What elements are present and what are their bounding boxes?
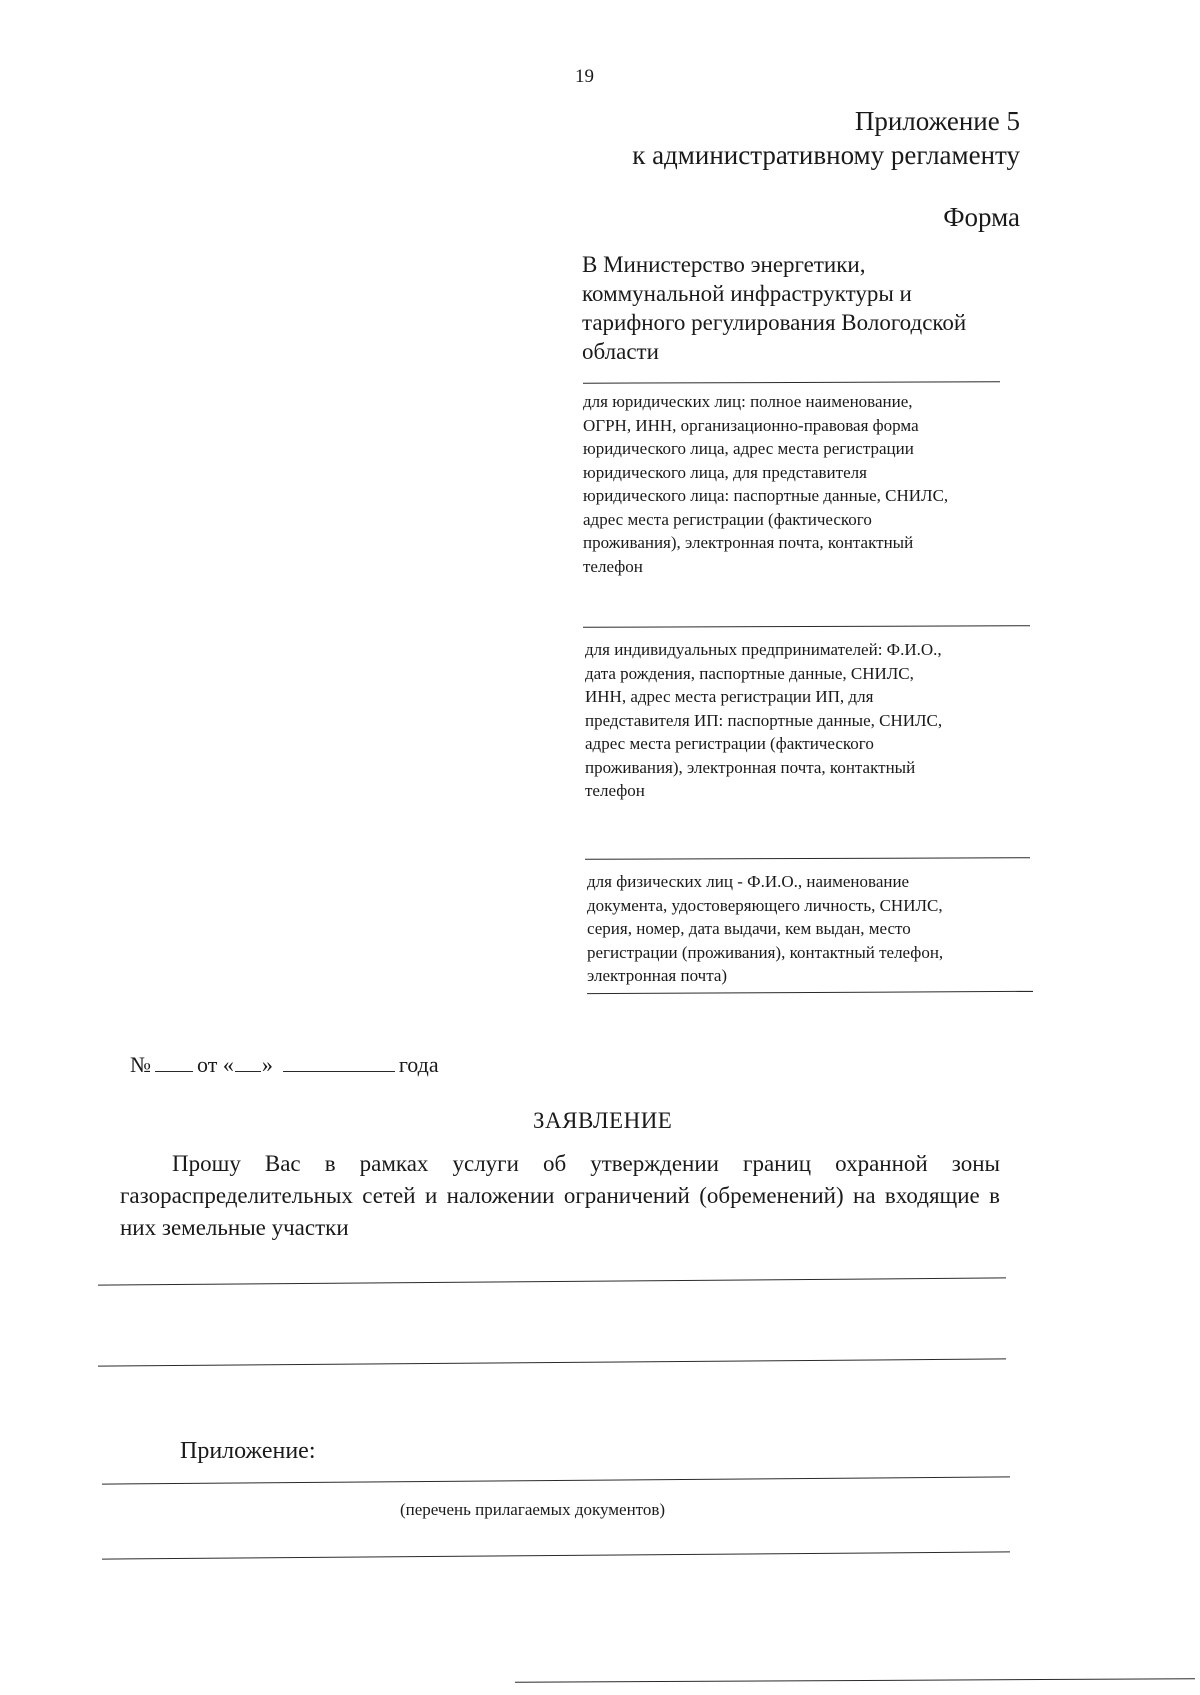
- instruction-line: проживания), электронная почта, контактный: [585, 757, 916, 777]
- statement-fill-line-1[interactable]: [98, 1277, 1006, 1286]
- attachments-label: Приложение:: [180, 1438, 316, 1464]
- instruction-line: для индивидуальных предпринимателей: Ф.И.О.,: [585, 640, 942, 659]
- instruction-line: для физических лиц - Ф.И.О., наименование: [587, 872, 910, 891]
- instruction-line: документа, удостоверяющего личность, СНИЛС,: [587, 895, 943, 915]
- page-number: 19: [575, 66, 594, 87]
- instruction-line: регистрации (проживания), контактный телефон,: [587, 942, 944, 962]
- from-word: от «: [197, 1052, 234, 1077]
- day-blank[interactable]: [235, 1053, 261, 1072]
- addressee-line: В Министерство энергетики,: [582, 252, 866, 277]
- instruction-line: дата рождения, паспортные данные, СНИЛС,: [585, 663, 914, 683]
- statement-fill-line-2[interactable]: [98, 1358, 1006, 1367]
- instruction-line: ОГРН, ИНН, организационно-правовая форма: [583, 415, 919, 435]
- statement-text: Прошу Вас в рамках услуги об утверждении границ охранной зоны газораспределительных сетей и наложении ограничений (обременений) на входящие в них земельные участки: [120, 1151, 1000, 1240]
- attachments-fill-line-2[interactable]: [102, 1551, 1010, 1560]
- addressee-line: коммунальной инфраструктуры и: [582, 281, 912, 306]
- instruction-line: для юридических лиц: полное наименование,: [583, 392, 913, 411]
- addressee-block: [582, 250, 1022, 366]
- number-date-line: [130, 1052, 439, 1078]
- entrepreneur-instructions: [585, 638, 1015, 803]
- instruction-line: юридического лица, адрес места регистрации: [583, 439, 914, 458]
- instruction-line: телефон: [583, 556, 643, 576]
- month-blank[interactable]: [283, 1053, 395, 1072]
- entrepreneur-fill-line[interactable]: [583, 625, 1030, 628]
- instruction-line: юридического лица, для представителя: [583, 462, 867, 482]
- form-label: Форма: [943, 202, 1020, 232]
- instruction-line: проживания), электронная почта, контактный: [583, 533, 914, 552]
- instruction-line: представителя ИП: паспортные данные, СНИЛС,: [585, 710, 943, 730]
- instruction-line: телефон: [585, 781, 645, 800]
- signature-line[interactable]: [515, 1678, 1195, 1683]
- instruction-line: юридического лица: паспортные данные, СНИЛС,: [583, 486, 949, 505]
- instruction-line: ИНН, адрес места регистрации ИП, для: [585, 687, 874, 706]
- individual-fill-line[interactable]: [585, 857, 1030, 860]
- appendix-title: Приложение 5: [854, 106, 1020, 136]
- year-word: года: [398, 1052, 439, 1077]
- individual-bottom-line: [587, 991, 1033, 995]
- number-sign: №: [130, 1052, 151, 1077]
- instruction-line: адрес места регистрации (фактического: [583, 509, 872, 529]
- quote-close: »: [261, 1052, 273, 1077]
- attachments-caption: (перечень прилагаемых документов): [400, 1500, 666, 1519]
- attachments-fill-line[interactable]: [102, 1476, 1010, 1485]
- statement-title: ЗАЯВЛЕНИЕ: [533, 1108, 673, 1133]
- instruction-line: адрес места регистрации (фактического: [585, 734, 874, 753]
- legal-entity-instructions: [583, 390, 1013, 578]
- individual-instructions: [587, 870, 1017, 988]
- instruction-line: электронная почта): [587, 966, 728, 985]
- statement-body: [120, 1148, 1000, 1244]
- addressee-line: тарифного регулирования Вологодской: [582, 310, 967, 335]
- addressee-line: области: [582, 339, 659, 364]
- legal-entity-fill-line[interactable]: [583, 381, 1000, 384]
- appendix-subtitle: к административному регламенту: [632, 140, 1020, 170]
- instruction-line: серия, номер, дата выдачи, кем выдан, место: [587, 919, 911, 938]
- number-blank[interactable]: [155, 1053, 193, 1072]
